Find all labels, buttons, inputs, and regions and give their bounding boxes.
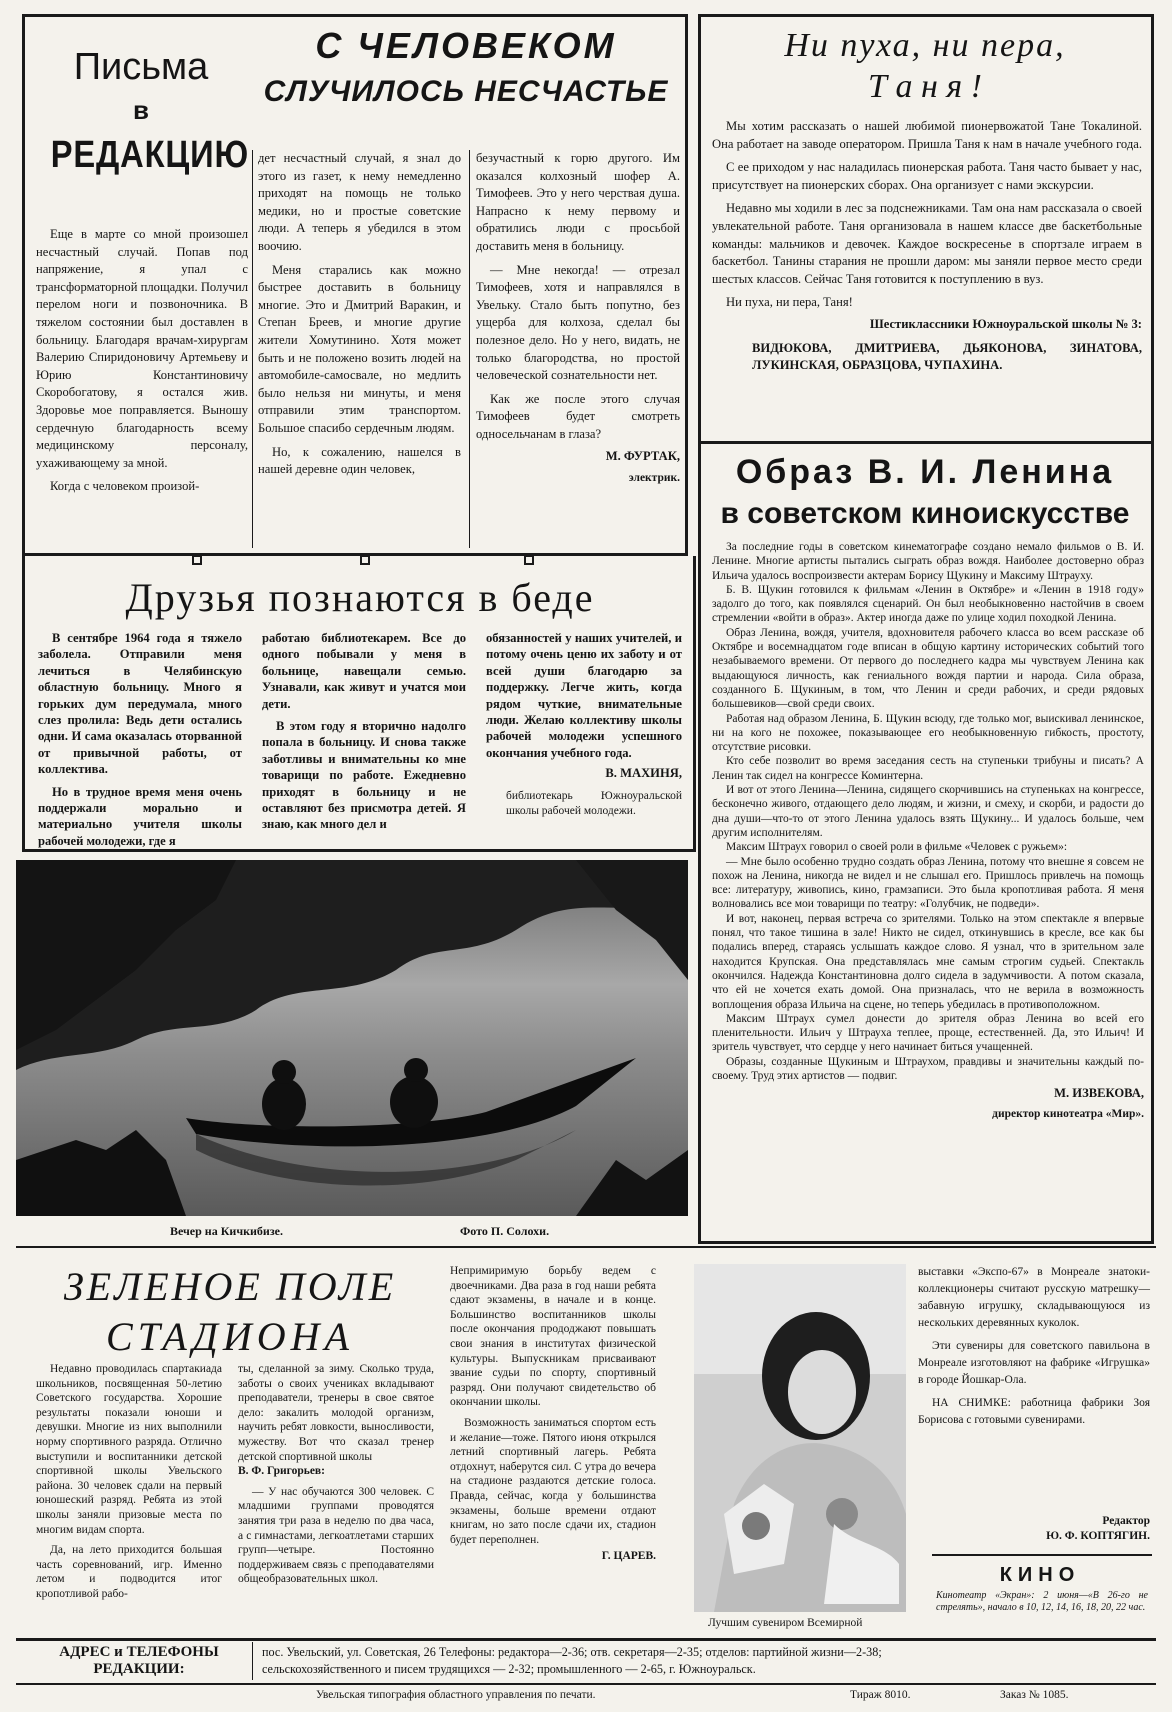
- editor-block: [930, 1514, 1150, 1545]
- lenin-headline: [700, 450, 1150, 534]
- footer-separator: [252, 1642, 253, 1680]
- lenin-p3: Образ Ленина, вождя, учителя, вдохновителя рабочего класса во всем рассказе об Октябре и восемнадцатом годе вписан в общую картину исторических событий того незабываемого времени. От первого до последнего кадра мы чувствуем Ленина как выдающуюся личность, как гениального вождя партии и народа. Сила образа, созданного Б. Щукиным, в том, что Ленин и среди рабочих, и среди рядовых большевиков—свой среди своих.: [712, 626, 1144, 711]
- misfortune-col3-p1: безучастный к горю другого. Им оказался колхозный шофер А. Тимофеев. Это у него черствая душа. Напрасно к нему первому и обратились люди с просьбой доставить меня в больницу.: [476, 151, 680, 253]
- evening-photo: [16, 860, 688, 1216]
- friends-c2-p2: В этом году я вторично надолго попала в больницу. И снова также заботливы и внимательны ко мне товарищи по работе. Ежедневно приходят в больницу и не оставляют без присмотра детей. Я знаю, как много дел и: [262, 719, 466, 832]
- friends-c3-p1: обязанностей у наших учителей, и потому очень ценю их заботу и от всей души благодарю за поддержку. Легче жить, когда рядом чуткие, внимательные люди. Желаю коллективу школы рабочей молодежи успешного окончания учебного года.: [486, 631, 682, 760]
- cinema-text: Кинотеатр «Экран»: 2 июня—«В 26-го не стрелять», начало в 10, 12, 14, 16, 18, 20, 22 час.: [936, 1590, 1148, 1613]
- lenin-p10: Максим Штраух сумел донести до зрителя образ Ленина во всей его пленительности. Ильич у Штрауха теплее, проще, естественней. Да, это Ильич! И зритель чувствует, что сердце у него начинает биться учащенней.: [712, 1012, 1144, 1054]
- misfortune-column-3: [476, 150, 680, 487]
- footer-address-label: [34, 1644, 244, 1678]
- cinema-heading: КИНО: [999, 1564, 1081, 1586]
- misfortune-signature-role: электрик.: [628, 472, 680, 485]
- letters-text: Еще в марте со мной произошел несчастный случай. Попав под напряжение, я упал с трансформаторной площадки. Получил перелом ноги и позвоночника. В тяжелом состоянии был доставлен в больницу. Благодаря врачам-хирургам Валерию Спиридоновичу Артемьеву и Юрию Константиновичу Скоробогатову, я остался жив. Здоровье мое поправляется. Выношу сердечную благодарность всему медицинскому персоналу, ухаживающему за мной.: [36, 227, 248, 470]
- stadium-headline-line2: СТАДИОНА: [106, 1314, 354, 1359]
- evening-photo-caption: Вечер на Кичкибизе.: [170, 1224, 283, 1238]
- lenin-p11: Образы, созданные Щукиным и Штраухом, правдивы и значительны каждый по-своему. Труд этих артистов — подвиг.: [712, 1055, 1144, 1082]
- letters-column-1: [36, 226, 248, 496]
- footer-printer: Увельская типография областного управления по печати.: [316, 1689, 596, 1701]
- letters-column-rule-2: [469, 150, 470, 548]
- letters-heading-line2: в: [133, 95, 149, 125]
- stadium-column-2: [238, 1362, 434, 1587]
- editor-rule: [932, 1554, 1152, 1556]
- tanya-p1: Мы хотим рассказать о нашей любимой пионервожатой Тане Токалиной. Она работает на заводе оператором. Пришла Таня к нам в начале учебного года.: [712, 119, 1142, 151]
- souvenir-p3: НА СНИМКЕ: работница фабрики Зоя Борисова с готовыми сувенирами.: [918, 1397, 1150, 1426]
- lenin-p6: И вот от этого Ленина—Ленина, сидящего скорчившись на ступеньках на конгрессе, бесконечно живого, отдающего дело людям, и жизни, и смеху, и скорби, и радости до дна души—что-то от этого Ленина удалось взять Щукину... И удалось больше, чем другим исполнителям.: [712, 784, 1144, 839]
- lenin-p8: — Мне было особенно трудно создать образ Ленина, потому что внешне я совсем не похож на Ленина, никогда не видел и не слышал его. Пришлось привлечь на помощь все: литературу, живопись, кино, грамзаписи. Это была кропотливая работа. Я меня волновались все мои товарищи по театру: «Голубчик, не подведи».: [712, 855, 1144, 911]
- footer-address-label-2: РЕДАКЦИИ:: [93, 1661, 185, 1677]
- friends-c1-p2: Но в трудное время меня очень поддержали морально и материально учителя школы рабочей молодежи, где я: [38, 784, 242, 848]
- tanya-signature-names: ВИДЮКОВА, ДМИТРИЕВА, ДЬЯКОНОВА, ЗИНАТОВА, ЛУКИНСКАЯ, ОБРАЗЦОВА, ЧУПАХИНА.: [752, 340, 1142, 373]
- footer-circulation: Тираж 8010.: [850, 1689, 911, 1701]
- footer-address: [262, 1644, 1152, 1678]
- footer-top-rule: [16, 1638, 1156, 1641]
- souvenir-text: [918, 1264, 1150, 1429]
- footer-address-line1: пос. Увельский, ул. Советская, 26 Телефоны: редактора—2-36; отв. секретаря—2-35; отделов: партийной жизни—2-38;: [262, 1645, 882, 1659]
- letters-text-end: Когда с человеком произой-: [50, 479, 200, 494]
- editor-label: Редактор: [1102, 1515, 1150, 1527]
- misfortune-col2-p1: дет несчастный случай, я знал до этого из газет, к нему немедленно приходят на помощь не только медики, но и простые советские люди. А теперь я убедился в этом воочию.: [258, 151, 461, 253]
- friends-headline: Друзья познаются в беде: [125, 575, 595, 620]
- lenin-p9: И вот, наконец, первая встреча со зрителями. Только на этом спектакле я впервые понял, что такое тишина в зале! Никто не сидел, откинувшись в кресле, все как бы подались вперед, стараясь услышать каждое слово. Я узнал, что в зрительном зале находится Крупская. Она представлялась мне самым строгим судьей. Спектакль окончился. Надежда Константиновна долго сидела в задумчивости. А потом сказала, что ей не хочется ехать домой. Она призналась, что не верила в возможность воплощения образа Ильича на сцене, но теперь убедилась в противоположном.: [712, 912, 1144, 1011]
- lenin-headline-line1: Образ В. И. Ленина: [735, 453, 1115, 491]
- misfortune-headline-line2: СЛУЧИЛОСЬ НЕСЧАСТЬЕ: [263, 75, 669, 108]
- stadium-column-1: [36, 1362, 222, 1602]
- lenin-p7: Максим Штраух говорил о своей роли в фильме «Человек с ружьем»:: [726, 841, 1068, 854]
- friends-signature: В. МАХИНЯ,: [605, 766, 682, 781]
- stadium-signature: Г. ЦАРЕВ.: [601, 1550, 656, 1563]
- souvenir-photo-image: [694, 1264, 906, 1612]
- lenin-body: [712, 540, 1144, 1122]
- stadium-c1-p2: Да, на лето приходится большая часть соревнований, игр. Именно летом и подводится итог кропотливой рабо-: [36, 1544, 222, 1600]
- evening-photo-image: [16, 860, 688, 1216]
- letters-column-rule-1: [252, 150, 253, 548]
- misfortune-headline-line1: С ЧЕЛОВЕКОМ: [315, 25, 617, 66]
- souvenir-p2: Эти сувениры для советского павильона в Монреале изготовляют на фабрике «Игрушка» в городе Йошкар-Ола.: [918, 1340, 1150, 1386]
- editor-name: Ю. Ф. КОПТЯГИН.: [1046, 1530, 1150, 1543]
- footer-bottom-rule: [16, 1683, 1156, 1685]
- letters-heading-line1: Письма: [73, 46, 209, 88]
- stadium-c3-p2: Возможность заниматься спортом есть и желание—тоже. Пятого июня открылся летний спортивный лагерь. Ребята отдохнут, наберутся сил. С утра до вечера на стадионе раздаются детские голоса. Правда, сейчас, когда у большинства экзамены, больше времени отдают книгам, но зато после сдачи их, стадион будет переполнен.: [450, 1416, 656, 1546]
- lenin-p2: Б. В. Щукин готовился к фильмам «Ленин в Октябре» и «Ленин в 1918 году» задолго до того, как появлялся сценарий. Он был необыкновенно настойчив в своем стремлении «войти в образ». Актер иногда даже по улице ходил походкой Ленина.: [712, 583, 1144, 625]
- tanya-headline: [700, 26, 1150, 108]
- misfortune-signature: М. ФУРТАК,: [605, 448, 680, 463]
- tanya-p4: Ни пуха, ни пера, Таня!: [726, 295, 853, 310]
- souvenir-caption: Лучшим сувениром Всемирной: [708, 1617, 863, 1629]
- misfortune-col2-p2: Меня старались как можно быстрее доставить в больницу многие. Это и Дмитрий Варакин, и Степан Бреев, и многие другие жители Хомутинино. Хотя может быть и не положено возить людей на автомобиле-самосвале, но медлить было нельзя ни минуты, и меня отправили этим транспортом. Большое спасибо сердечным людям.: [258, 262, 461, 435]
- souvenir-photo: [694, 1264, 906, 1612]
- lenin-p5: Кто себе позволит во время заседания сесть на ступеньки трибуны и писать? А Ленин так сидел на конгрессе Коминтерна.: [712, 755, 1144, 782]
- stadium-column-3: [450, 1264, 656, 1565]
- stadium-headline: [30, 1262, 430, 1362]
- stadium-headline-line1: ЗЕЛЕНОЕ ПОЛЕ: [63, 1264, 397, 1309]
- lenin-signature: М. ИЗВЕКОВА,: [1054, 1086, 1144, 1101]
- misfortune-col2-p3: Но, к сожалению, нашелся в нашей деревне один человек,: [258, 444, 461, 477]
- tanya-headline-line2: Т а н я !: [868, 68, 982, 105]
- misfortune-col3-p2: — Мне некогда! — отрезал Тимофеев, хотя и направлялся в Увельку. Стало быть попутно, без ущерба для колхоза, сделал бы полезное дело. Но у него, видать, не только благородства, но простой человеческой сознательности нет.: [476, 262, 680, 383]
- letters-heading: [36, 44, 250, 180]
- footer-address-label-1: АДРЕС и ТЕЛЕФОНЫ: [59, 1644, 219, 1660]
- lenin-signature-role: директор кинотеатра «Мир».: [992, 1108, 1144, 1121]
- misfortune-column-2: [258, 150, 461, 479]
- lenin-headline-line2: в советском киноискусстве: [720, 497, 1130, 530]
- stadium-c2-p2: — У нас обучаются 300 человек. С младшими группами проводятся занятия три раза в неделю по два часа, а с гимнастами, легкоатлетами старших групп—четыре. Постоянно поддерживаем связь с преподавателями общеобразовательных школ.: [238, 1485, 434, 1586]
- souvenir-p1: выставки «Экспо-67» в Монреале знатоки-коллекционеры считают русскую матрешку—забавную игрушку, складывающуюся из нескольких деревянных куколок.: [918, 1266, 1150, 1329]
- stadium-c2-p1: ты, сделанной за зиму. Сколько труда, заботы о своих учениках вкладывают преподаватели, тренеры в свое святое дело: закалить молодой организм, научить ребят ловкости, выносливости, мужеству. Вот что сказал тренер детской спортивной школы: [238, 1363, 434, 1463]
- friends-column-1: [38, 630, 242, 849]
- tanya-body: [712, 118, 1142, 375]
- stadium-c1-p1: Недавно проводилась спартакиада школьников, посвященная 50-летию Советского государства. Хорошие результаты показали юноши и девушки. Многие из них выполнили норму спортивного разряда. Отлично выступили и воспитанники детской спортивной школы Увельского района. 30 человек сдали на первый юношеский разряд. Ребята из этой школы заняли призовые места по многим видам спорта.: [36, 1363, 222, 1536]
- friends-c2-p1: работаю библиотекарем. Все до одного побывали у меня в больнице, навещали семью. Узнавали, как живут и учатся мои дети.: [262, 631, 466, 711]
- lenin-p1: За последние годы в советском кинематографе создано немало фильмов о В. И. Ленине. Многие артисты пытались сыграть образ вождя. Наиболее достоверно образ Ильича удалось воспроизвести актерам Борису Щукину и Максиму Штрауху.: [712, 541, 1144, 582]
- footer-order: Заказ № 1085.: [1000, 1689, 1069, 1701]
- misfortune-col3-p3: Как же после этого случая Тимофеев будет смотреть односельчанам в глаза?: [476, 391, 680, 441]
- tanya-signature-intro: Шестиклассники Южноуральской школы № 3:: [869, 316, 1142, 331]
- stadium-c3-p1: Непримиримую борьбу ведем с двоечниками. Два раза в год наши ребята сдают экзамены, в начале и в конце. Большинство воспитанников школы после окончания прододжают повышать свои знания в институтах физической культуры. Выпускникам присваивают звание судьи по спорту, спортивный разряд. Они получают свидетельство об окончании школы.: [450, 1265, 656, 1409]
- tanya-p2: С ее приходом у нас наладилась пионерская работа. Таня часто бывает у нас, присутствует на пионерских сборах. Она организует с нами экскурсии.: [712, 160, 1142, 192]
- friends-signature-role: библиотекарь Южноуральской школы рабочей молодежи.: [506, 789, 682, 818]
- evening-photo-credit: Фото П. Солохи.: [460, 1224, 550, 1238]
- stadium-top-rule: [16, 1246, 1156, 1248]
- stadium-c2-name: В. Ф. Григорьев:: [238, 1465, 325, 1478]
- misfortune-headline: [256, 22, 676, 114]
- tanya-headline-line1: Ни пуха, ни пера,: [784, 27, 1066, 64]
- footer-address-line2: сельскохозяйственного и писем трудящихся — 2-32; промышленного — 2-65, г. Южноуральск.: [262, 1662, 756, 1676]
- friends-column-2: [262, 630, 466, 833]
- friends-column-3: [486, 630, 682, 820]
- friends-c1-p1: В сентябре 1964 года я тяжело заболела. Отправили меня лечиться в Челябинскую областную больницу. Много я горьких дум передумала, много слез пролила: Ведь дети остались одни. И сама оказалась оторванной от привычной работы, от коллектива.: [38, 631, 242, 777]
- lenin-p4: Работая над образом Ленина, Б. Щукин всюду, где только мог, выискивал ленинское, ни на кого не похожее, показывающее его необыкновенную гибкость, простоту, отсутствие рисовки.: [712, 712, 1144, 754]
- tanya-p3: Недавно мы ходили в лес за подснежниками. Там она нам рассказала о своей увлекательной работе. Таня организовала в нашем классе две баскетбольные команды: мальчиков и девочек. Каждое воскресенье в спортзале играем в баскетбол. Танины старания не прошли даром: мы заняли первое место среди шестых классов. Сейчас Таня готовится к поступлению в вуз.: [712, 201, 1142, 286]
- letters-heading-line3: РЕДАКЦИЮ: [50, 134, 250, 176]
